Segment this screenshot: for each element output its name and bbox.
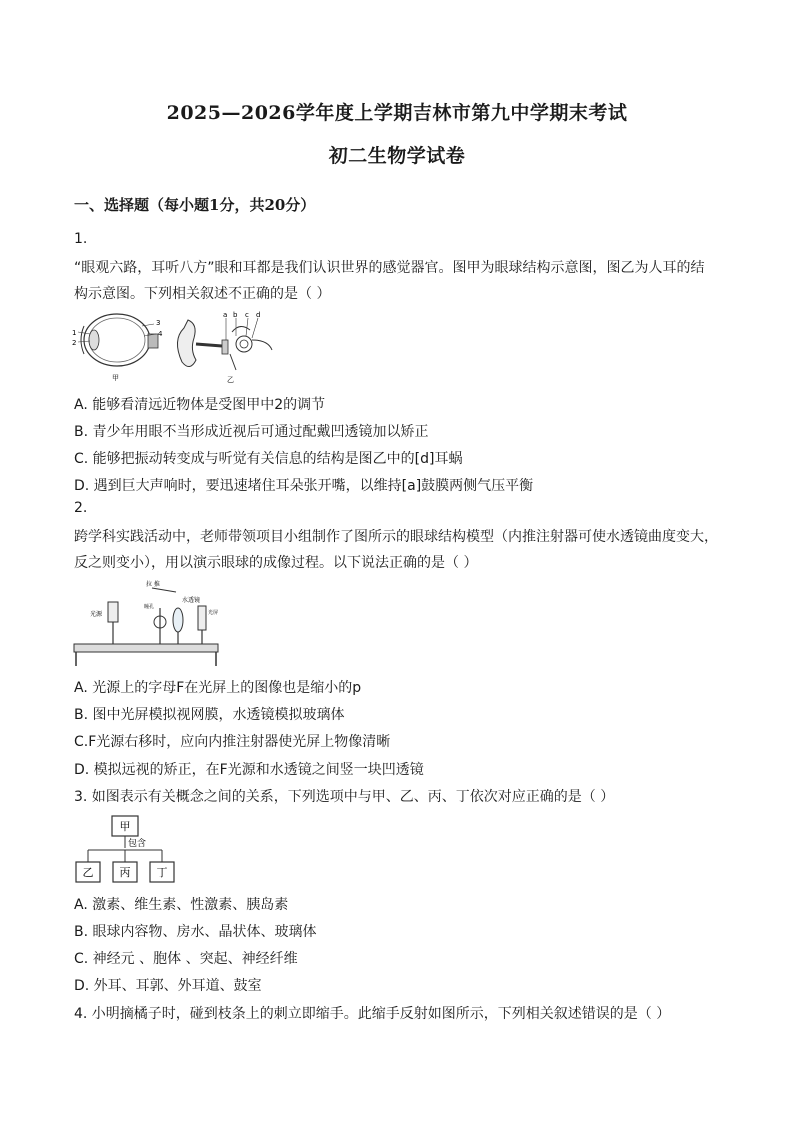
section-heading: 一、选择题（每小题1分，共20分） — [74, 196, 316, 214]
screen — [198, 606, 218, 644]
light-source — [90, 602, 118, 644]
eye-label-3: 3 — [156, 319, 161, 327]
ear-label-c: c — [245, 311, 249, 319]
q2-option-b: B. 图中光屏模拟视网膜，水透镜模拟玻璃体 — [74, 707, 345, 723]
push-pull-label: 拉 推 — [146, 581, 160, 588]
light-source-label: 光源 — [90, 611, 103, 618]
ear-label-a: a — [223, 311, 228, 319]
ear-caption: 乙 — [227, 376, 234, 384]
aperture-syringe — [144, 580, 176, 644]
ear-label-b: b — [233, 311, 238, 319]
q1-option-b: B. 青少年用眼不当形成近视后可通过配戴凹透镜加以矫正 — [74, 424, 429, 440]
ear-label-d: d — [256, 311, 261, 319]
q1-stem-line2: 构示意图。下列相关叙述不正确的是（ ） — [74, 286, 331, 302]
q1-option-d: D. 遇到巨大声响时，要迅速堵住耳朵张开嘴，以维持[a]鼓膜两侧气压平衡 — [74, 478, 534, 494]
q1-stem-line1: “眼观六路，耳听八方”眼和耳都是我们认识世界的感觉器官。图甲为眼球结构示意图，图乙为人耳的结 — [74, 260, 705, 276]
concept-child-1: 乙 — [82, 866, 94, 879]
water-lens — [173, 596, 200, 644]
concept-top-label: 甲 — [119, 820, 131, 833]
q2-option-d: D. 模拟远视的矫正，在F光源和水透镜之间竖一块凹透镜 — [74, 762, 424, 778]
q2-number: 2. — [74, 500, 88, 516]
exam-subtitle: 初二生物学试卷 — [328, 145, 466, 167]
eye-label-4: 4 — [158, 330, 163, 338]
eye-diagram — [72, 314, 163, 382]
concept-relation-label: 包含 — [128, 839, 147, 849]
concept-child-3: 丁 — [156, 866, 168, 879]
eye-label-1: 1 — [72, 329, 77, 337]
screen-label: 光屏 — [208, 610, 219, 616]
q3-option-d: D. 外耳、耳郭、外耳道、鼓室 — [74, 978, 262, 994]
water-lens-label: 水透镜 — [182, 597, 201, 604]
q2-option-a: A. 光源上的字母F在光屏上的图像也是缩小的p — [74, 680, 362, 696]
eye-label-2: 2 — [72, 339, 77, 347]
q2-eye-model-figure — [72, 578, 222, 670]
q3-stem: 3. 如图表示有关概念之间的关系，下列选项中与甲、乙、丙、丁依次对应正确的是（ ） — [74, 789, 615, 805]
exam-title: 2025—2026学年度上学期吉林市第九中学期末考试 — [166, 102, 628, 124]
q3-option-c: C. 神经元 、胞体 、突起、神经纤维 — [74, 951, 298, 967]
q4-stem: 4. 小明摘橘子时，碰到枝条上的刺立即缩手。此缩手反射如图所示，下列相关叙述错误的是（ ） — [74, 1006, 671, 1022]
q1-number: 1. — [74, 231, 88, 247]
q2-option-c: C.F光源右移时，应向内推注射器使光屏上物像清晰 — [74, 734, 391, 750]
aperture-label: 瞳孔 — [144, 604, 155, 610]
q3-option-b: B. 眼球内容物、房水、晶状体、玻璃体 — [74, 924, 317, 940]
q2-stem-line2: 反之则变小），用以演示眼球的成像过程。以下说法正确的是（ ） — [74, 555, 478, 571]
concept-child-2: 丙 — [119, 866, 131, 879]
ear-diagram — [177, 311, 272, 384]
q3-option-a: A. 激素、维生素、性激素、胰岛素 — [74, 897, 289, 913]
q2-stem-line1: 跨学科实践活动中，老师带领项目小组制作了图所示的眼球结构模型（内推注射器可使水透镜曲度变大， — [74, 529, 718, 545]
q1-option-a: A. 能够看清远近物体是受图甲中2的调节 — [74, 397, 326, 413]
eye-caption: 甲 — [112, 374, 119, 382]
q1-option-c: C. 能够把振动转变成与听觉有关信息的结构是图乙中的[d]耳蜗 — [74, 451, 463, 467]
q3-concept-diagram — [74, 812, 184, 888]
q1-eye-ear-figure — [72, 310, 282, 388]
